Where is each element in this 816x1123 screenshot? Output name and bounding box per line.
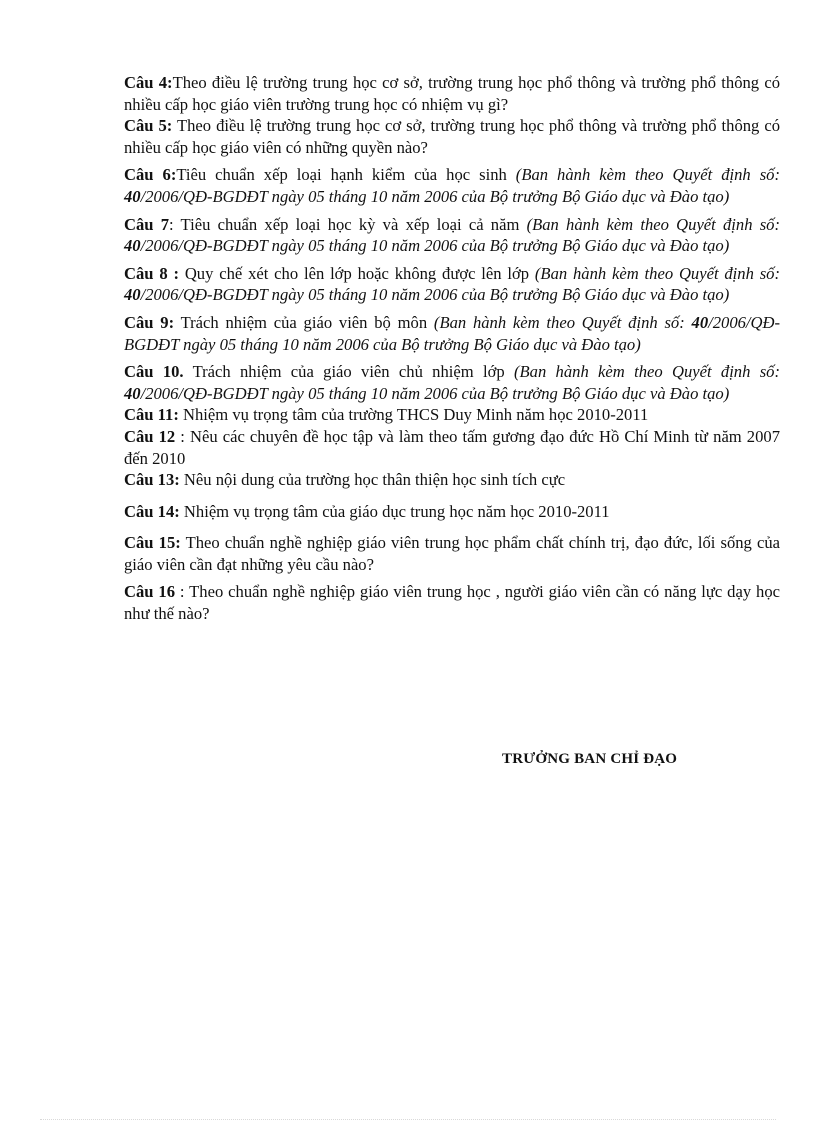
decision-number: 40 xyxy=(124,236,141,256)
question-reference-rest: /2006/QĐ-BGDĐT ngày 05 tháng 10 năm 2006 của Bộ trưởng Bộ Giáo dục và Đào tạo) xyxy=(124,312,781,354)
decision-number: 40 xyxy=(124,383,141,403)
question-label: Câu 10. xyxy=(124,362,184,382)
decision-number: 40 xyxy=(691,312,709,332)
question-text: Nhiệm vụ trọng tâm của giáo dục trung học năm học 2010-2011 xyxy=(179,501,610,521)
question-label: Câu 8 : xyxy=(124,263,179,283)
question-label: Câu 16 xyxy=(124,582,176,602)
page-bottom-divider xyxy=(40,1119,776,1120)
question-6 xyxy=(124,164,780,207)
question-label: Câu 7 xyxy=(124,214,170,234)
signature-title: TRƯỞNG BAN CHỈ ĐẠO xyxy=(502,751,678,767)
question-reference: (Ban hành kèm theo Quyết định số: xyxy=(433,312,692,332)
question-16 xyxy=(124,581,780,624)
question-text: Tiêu chuẩn xếp loại hạnh kiểm của học sinh xyxy=(176,165,516,185)
question-text: Theo điều lệ trường trung học cơ sở, trường trung học phổ thông và trường phổ thông có nhiều cấp học giáo viên có những quyền nào? xyxy=(124,116,780,157)
question-text: Theo điều lệ trường trung học cơ sở, trường trung học phổ thông và trường phổ thông có nhiều cấp học giáo viên trường trung học có nhiệm vụ gì? xyxy=(124,73,780,114)
question-8 xyxy=(124,263,780,306)
question-reference: (Ban hành kèm theo Quyết định số: xyxy=(515,165,780,185)
question-4 xyxy=(124,72,780,115)
decision-number: 40 xyxy=(124,186,141,206)
question-10 xyxy=(124,361,780,404)
question-label: Câu 6: xyxy=(124,165,177,185)
question-text: : Nêu các chuyên đề học tập và làm theo tấm gương đạo đức Hồ Chí Minh từ năm 2007 đến 2010 xyxy=(124,426,780,468)
question-label: Câu 14: xyxy=(124,501,180,521)
question-label: Câu 5: xyxy=(124,116,173,136)
question-15 xyxy=(124,532,780,575)
question-9 xyxy=(124,312,780,355)
question-11 xyxy=(124,404,780,426)
question-text: Trách nhiệm của giáo viên bộ môn xyxy=(174,312,434,332)
question-7 xyxy=(124,214,780,257)
document-body xyxy=(124,72,780,625)
question-reference-rest: /2006/QĐ-BGDĐT ngày 05 tháng 10 năm 2006 của Bộ trưởng Bộ Giáo dục và Đào tạo) xyxy=(140,236,730,256)
question-reference-rest: /2006/QĐ-BGDĐT ngày 05 tháng 10 năm 2006 của Bộ trưởng Bộ Giáo dục và Đào tạo) xyxy=(140,383,730,403)
question-text: Nêu nội dung của trường học thân thiện học sinh tích cực xyxy=(179,470,566,490)
question-text: Nhiệm vụ trọng tâm của trường THCS Duy Minh năm học 2010-2011 xyxy=(178,405,649,425)
question-label: Câu 15: xyxy=(124,533,181,553)
question-text: : Theo chuẩn nghề nghiệp giáo viên trung học , người giáo viên cần có năng lực dạy học như thế nào? xyxy=(124,582,780,624)
question-13 xyxy=(124,469,780,491)
question-label: Câu 9: xyxy=(124,312,175,332)
question-label: Câu 12 xyxy=(124,426,176,446)
question-14 xyxy=(124,501,780,523)
question-reference-rest: /2006/QĐ-BGDĐT ngày 05 tháng 10 năm 2006 của Bộ trưởng Bộ Giáo dục và Đào tạo) xyxy=(140,186,730,206)
question-label: Câu 4: xyxy=(124,73,173,92)
question-text: Theo chuẩn nghề nghiệp giáo viên trung học phẩm chất chính trị, đạo đức, lối sống của giáo viên cần đạt những yêu cầu nào? xyxy=(124,533,781,574)
decision-number: 40 xyxy=(124,285,141,305)
question-label: Câu 13: xyxy=(124,470,180,490)
question-text: Trách nhiệm của giáo viên chủ nhiệm lớp xyxy=(183,362,514,382)
question-reference: (Ban hành kèm theo Quyết định số: xyxy=(513,362,780,382)
question-5 xyxy=(124,115,780,158)
question-label: Câu 11: xyxy=(124,405,179,425)
question-text: Quy chế xét cho lên lớp hoặc không được lên lớp xyxy=(179,263,535,283)
question-text: : Tiêu chuẩn xếp loại học kỳ và xếp loại cả năm xyxy=(169,214,527,234)
question-reference-rest: /2006/QĐ-BGDĐT ngày 05 tháng 10 năm 2006 của Bộ trưởng Bộ Giáo dục và Đào tạo) xyxy=(140,285,730,305)
question-reference: (Ban hành kèm theo Quyết định số: xyxy=(534,263,780,283)
question-reference: (Ban hành kèm theo Quyết định số: xyxy=(526,214,780,234)
question-12 xyxy=(124,426,780,469)
